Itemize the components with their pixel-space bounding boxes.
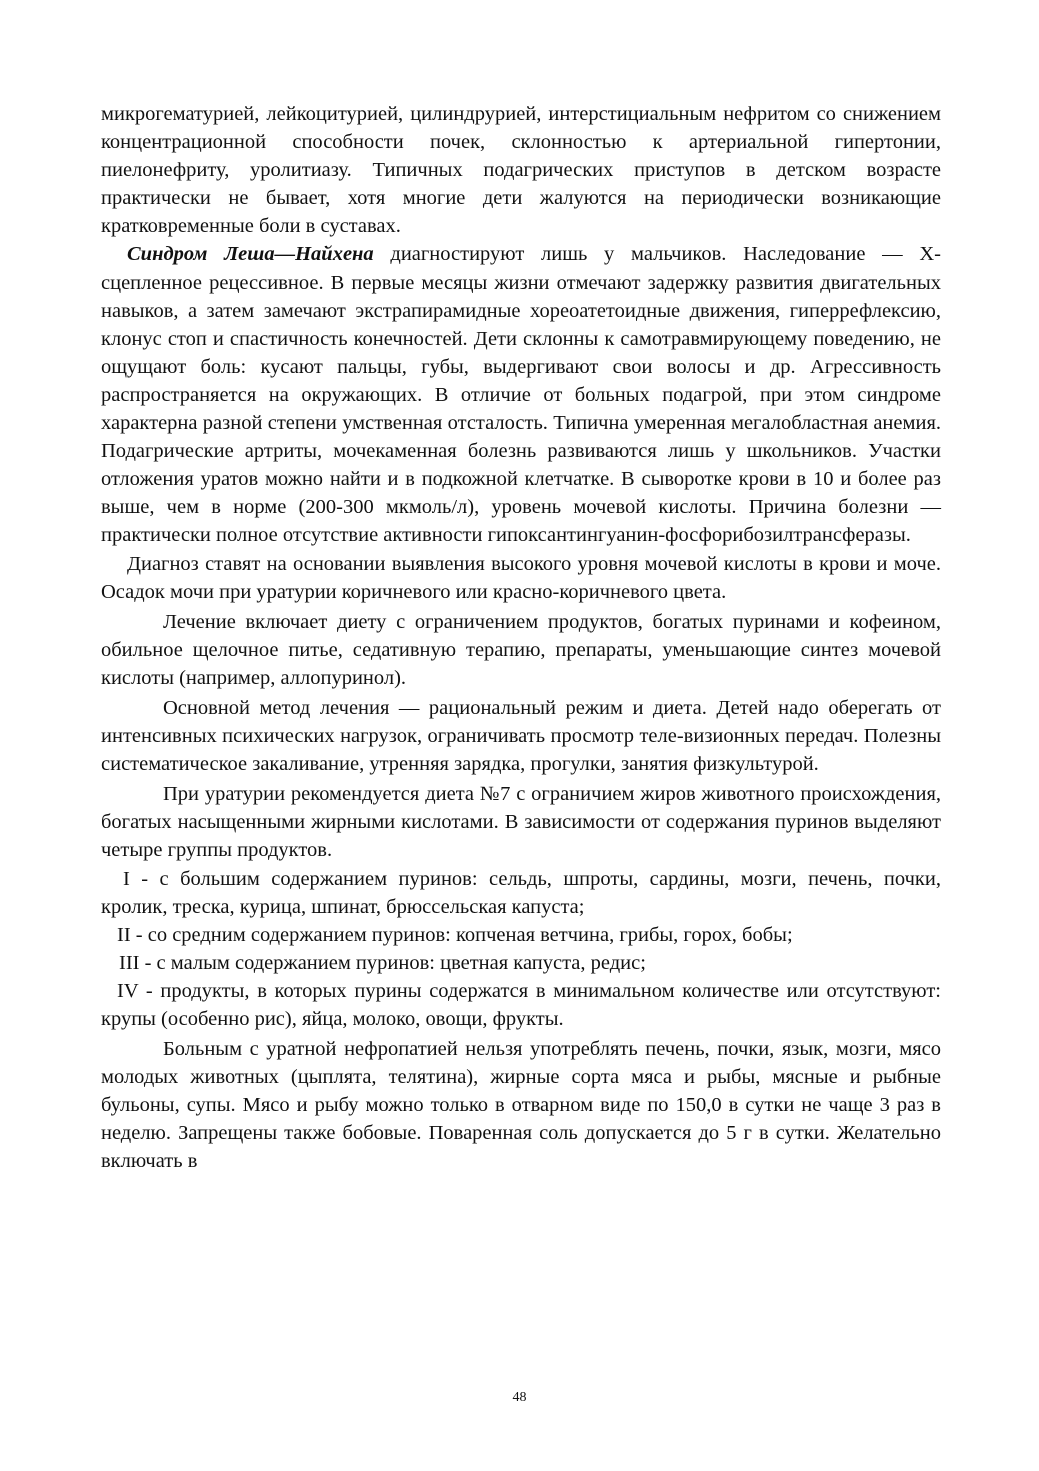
page-body [101, 100, 941, 1176]
paragraph-restrictions: Больным с уратной нефропатией нельзя употреблять печень, почки, язык, мозги, мясо молодых животных (цыплята, телятина), жирные сорта мяса и рыбы, мясные и рыбные бульоны, супы. Мясо и рыбу можно только в отварном виде по 150,0 в сутки не чаще 3 раз в неделю. Запрещены также бобовые. Поваренная соль допускается до 5 г в сутки. Желательно включать в [101, 1038, 941, 1173]
paragraph-diagnosis: Диагноз ставят на основании выявления высокого уровня мочевой кислоты в крови и моче. Осадок мочи при уратурии коричневого или красно-коричневого цвета. [101, 552, 941, 603]
list-item-group-3: III - с малым содержанием пуринов: цветная капуста, редис; [119, 951, 646, 974]
paragraph-main-method: Основной метод лечения — рациональный режим и диета. Детей надо оберегать от интенсивных психических нагрузок, ограничивать просмотр теле-визионных передач. Полезны систематическое закаливание, утренняя зарядка, прогулки, занятия физкультурой. [101, 696, 941, 776]
paragraph-lesch-nyhan [101, 240, 941, 549]
list-item-group-4: IV - продукты, в которых пурины содержатся в минимальном количестве или отсутствуют: крупы (особенно рис), яйца, молоко, овощи, фрукты. [101, 979, 941, 1030]
list-item-group-2: II - со средним содержанием пуринов: копченая ветчина, грибы, горох, бобы; [117, 923, 793, 946]
syndrome-description: диагностируют лишь у мальчиков. Наследование — Х-сцепленное рецессивное. В первые месяцы жизни отмечают задержку развития двигательных навыков, а затем замечают экстрапирамидные хореоатетоидные движения, гиперрефлексию, клонус стоп и спастичность конечностей. Дети склонны к самотравмирующему поведению, не ощущают боль: кусают пальцы, губы, выдергивают свои волосы и др. Агрессивность распространяется на окружающих. В отличие от больных подагрой, при этом синдроме характерна разной степени умственная отсталость. Типична умеренная мегалобластная анемия. Подагрические артриты, мочекаменная болезнь развиваются лишь у школьников. Участки отложения уратов можно найти и в подкожной клетчатке. В сыворотке крови в 10 и более раз выше, чем в норме (200-300 мкмоль/л), уровень мочевой кислоты. Причина болезни — практически полное отсутствие активности гипоксантингуанин-фосфорибозилтрансферазы. [101, 243, 941, 547]
syndrome-term: Синдром Леша—Найхена [127, 243, 374, 266]
paragraph-treatment: Лечение включает диету с ограничением продуктов, богатых пуринами и кофеином, обильное щелочное питье, седативную терапию, препараты, уменьшающие синтез мочевой кислоты (например, аллопуринол). [101, 610, 941, 689]
paragraph-continuation: микрогематурией, лейкоцитурией, цилиндрурией, интерстициальным нефритом со снижением концентрационной способности почек, склонностью к артериальной гипертонии, пиелонефриту, уролитиазу. Типичных подагрических приступов в детском возрасте практически не бывает, хотя многие дети жалуются на периодически возникающие кратковременные боли в суставах. [101, 103, 941, 238]
paragraph-diet: При уратурии рекомендуется диета №7 с ограничием жиров животного происхождения, богатых насыщенными жирными кислотами. В зависимости от содержания пуринов выделяют четыре группы продуктов. [101, 783, 941, 862]
list-item-group-1: I - с большим содержанием пуринов: сельдь, шпроты, сардины, мозги, печень, почки, кролик, треска, курица, шпинат, брюссельская капуста; [101, 867, 941, 918]
page-number: 48 [512, 1390, 527, 1405]
